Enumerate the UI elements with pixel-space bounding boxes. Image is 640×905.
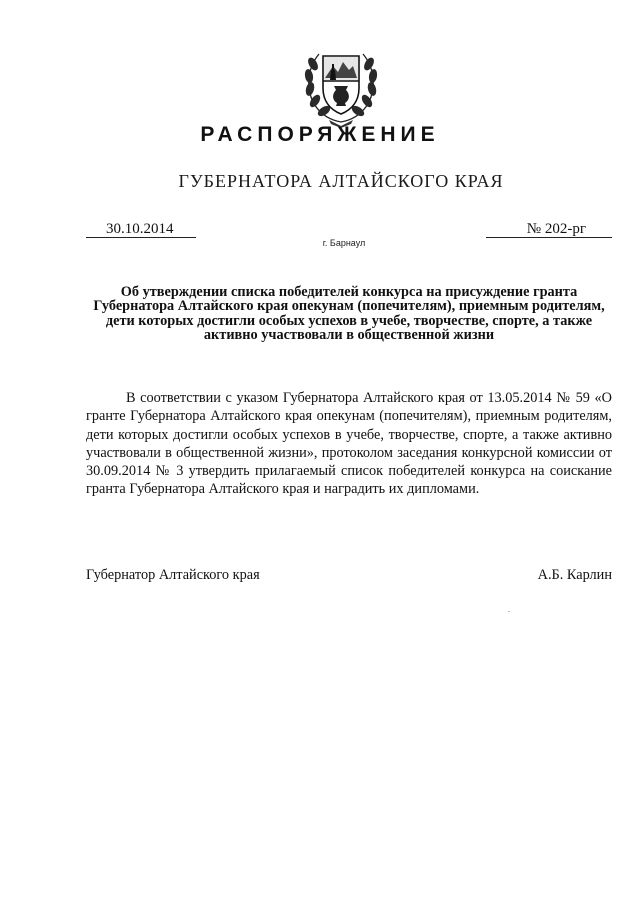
document-date: 30.10.2014	[86, 221, 196, 238]
scan-speck	[508, 611, 510, 612]
issuer-subtitle: ГУБЕРНАТОРА АЛТАЙСКОГО КРАЯ	[178, 171, 504, 191]
signer-name: А.Б. Карлин	[537, 567, 612, 583]
document-type-title: РАСПОРЯЖЕНИЕ	[200, 123, 440, 146]
coat-of-arms-icon	[301, 42, 381, 128]
document-heading: Об утверждении списка победителей конкурса на присуждение гранта Губернатора Алтайского края опекунам (попечителям), приемным родителям, дети которых достигли особых успехов в учебе, творчестве, спорте, а также активно участвовали в общественной жизни	[93, 284, 605, 343]
document-city: г. Барнаул	[322, 238, 366, 248]
document-body: В соответствии с указом Губернатора Алтайского края от 13.05.2014 № 59 «О гранте Губернатора Алтайского края опекунам (попечителям), приемным родителям, дети которых достигли особых успехов в учебе, творчестве, спорте, а также активно участвовали в общественной жизни», протоколом заседания конкурсной комиссии от 30.09.2014 № 3 утвердить прилагаемый список победителей конкурса на соискание гранта Губернатора Алтайского края и наградить их дипломами.	[86, 390, 612, 498]
signer-position: Губернатор Алтайского края	[86, 567, 260, 583]
document-number: № 202-рг	[486, 221, 612, 238]
